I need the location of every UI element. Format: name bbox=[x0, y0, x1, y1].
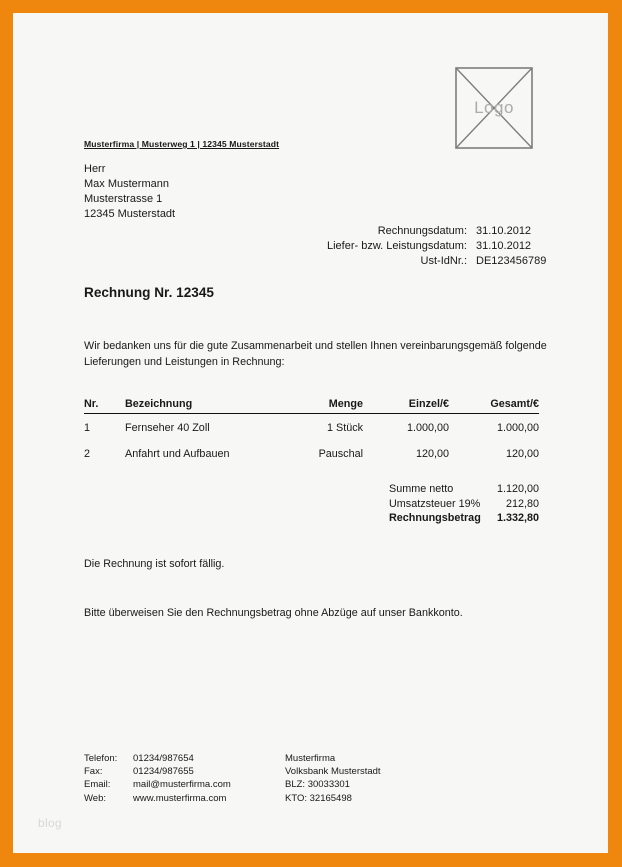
cell-description: Anfahrt und Aufbauen bbox=[125, 448, 230, 460]
cell-unit-price: 120,00 bbox=[415, 448, 449, 460]
meta-row-delivery-date bbox=[128, 239, 568, 254]
logo-placeholder bbox=[455, 67, 533, 149]
invoice-title: Rechnung Nr. 12345 bbox=[84, 285, 214, 300]
cell-total: 120,00 bbox=[505, 448, 539, 460]
totals-row-grand-total bbox=[389, 511, 539, 526]
footer-bank bbox=[285, 752, 381, 805]
totals-value: 1.332,80 bbox=[496, 512, 539, 524]
cell-total: 1.000,00 bbox=[496, 422, 539, 434]
blog-watermark: blog bbox=[38, 816, 62, 830]
contact-value: 01234/987655 bbox=[133, 766, 194, 778]
footer-contact bbox=[84, 752, 231, 805]
logo-text: Logo bbox=[474, 98, 514, 117]
meta-label: Liefer- bzw. Leistungsdatum: bbox=[326, 240, 467, 252]
contact-label: Email: bbox=[84, 779, 111, 791]
contact-value: 01234/987654 bbox=[133, 753, 194, 764]
header-total: Gesamt/€ bbox=[490, 398, 539, 410]
payment-note: Bitte überweisen Sie den Rechnungsbetrag ohne Abzüge auf unser Bankkonto. bbox=[84, 607, 463, 619]
contact-row-web bbox=[84, 792, 231, 805]
totals-block bbox=[389, 482, 539, 526]
table-row bbox=[84, 422, 539, 434]
meta-value: 31.10.2012 bbox=[476, 240, 532, 252]
cell-unit-price: 1.000,00 bbox=[406, 422, 449, 434]
recipient-street: Musterstrasse 1 bbox=[84, 193, 163, 205]
recipient-name: Max Mustermann bbox=[84, 178, 169, 190]
header-unit-price: Einzel/€ bbox=[408, 398, 449, 410]
due-note: Die Rechnung ist sofort fällig. bbox=[84, 558, 225, 570]
invoice-meta bbox=[128, 224, 568, 269]
cell-nr: 2 bbox=[84, 448, 91, 460]
recipient-address bbox=[84, 162, 175, 222]
table-row bbox=[84, 448, 539, 460]
totals-value: 212,80 bbox=[505, 497, 539, 510]
invoice-page bbox=[13, 13, 608, 853]
meta-label: Ust-IdNr.: bbox=[420, 255, 467, 267]
intro-line: Wir bedanken uns für die gute Zusammenarbeit und stellen Ihnen vereinbarungsgemäß folgende bbox=[84, 340, 547, 352]
totals-row-net bbox=[389, 482, 539, 497]
contact-label: Web: bbox=[84, 792, 107, 804]
bank-name: Volksbank Musterstadt bbox=[285, 766, 381, 778]
intro-line: Lieferungen und Leistungen in Rechnung: bbox=[84, 355, 285, 368]
contact-row-fax bbox=[84, 765, 231, 778]
meta-value: 31.10.2012 bbox=[476, 225, 532, 237]
totals-label: Summe netto bbox=[389, 483, 454, 495]
totals-row-vat bbox=[389, 497, 539, 512]
cell-nr: 1 bbox=[84, 422, 91, 434]
recipient-city: 12345 Musterstadt bbox=[84, 208, 176, 220]
totals-label: Umsatzsteuer 19% bbox=[389, 497, 481, 510]
contact-row-email bbox=[84, 778, 231, 791]
contact-value: mail@musterfirma.com bbox=[133, 779, 231, 791]
intro-paragraph bbox=[84, 339, 554, 370]
bank-kto: KTO: 32165498 bbox=[285, 792, 352, 804]
bank-blz: BLZ: 30033301 bbox=[285, 779, 350, 791]
meta-row-vat-id bbox=[128, 254, 568, 269]
totals-value: 1.120,00 bbox=[496, 483, 539, 495]
header-quantity: Menge bbox=[328, 398, 363, 410]
contact-label: Fax: bbox=[84, 766, 103, 778]
cell-description: Fernseher 40 Zoll bbox=[125, 422, 210, 434]
meta-value: DE123456789 bbox=[476, 255, 547, 267]
bank-company: Musterfirma bbox=[285, 753, 336, 764]
cell-quantity: 1 Stück bbox=[326, 422, 363, 434]
cell-quantity: Pauschal bbox=[318, 448, 363, 460]
contact-label: Telefon: bbox=[84, 753, 118, 764]
meta-label: Rechnungsdatum: bbox=[377, 225, 467, 237]
recipient-salutation: Herr bbox=[84, 163, 106, 175]
meta-row-invoice-date bbox=[128, 224, 568, 239]
contact-row-phone bbox=[84, 752, 231, 765]
totals-label: Rechnungsbetrag bbox=[389, 512, 481, 524]
contact-value: www.musterfirma.com bbox=[133, 792, 227, 804]
sender-return-address: Musterfirma | Musterweg 1 | 12345 Musterstadt bbox=[84, 139, 280, 149]
header-description: Bezeichnung bbox=[125, 398, 193, 410]
items-table-header bbox=[84, 398, 539, 414]
header-nr: Nr. bbox=[84, 398, 99, 410]
